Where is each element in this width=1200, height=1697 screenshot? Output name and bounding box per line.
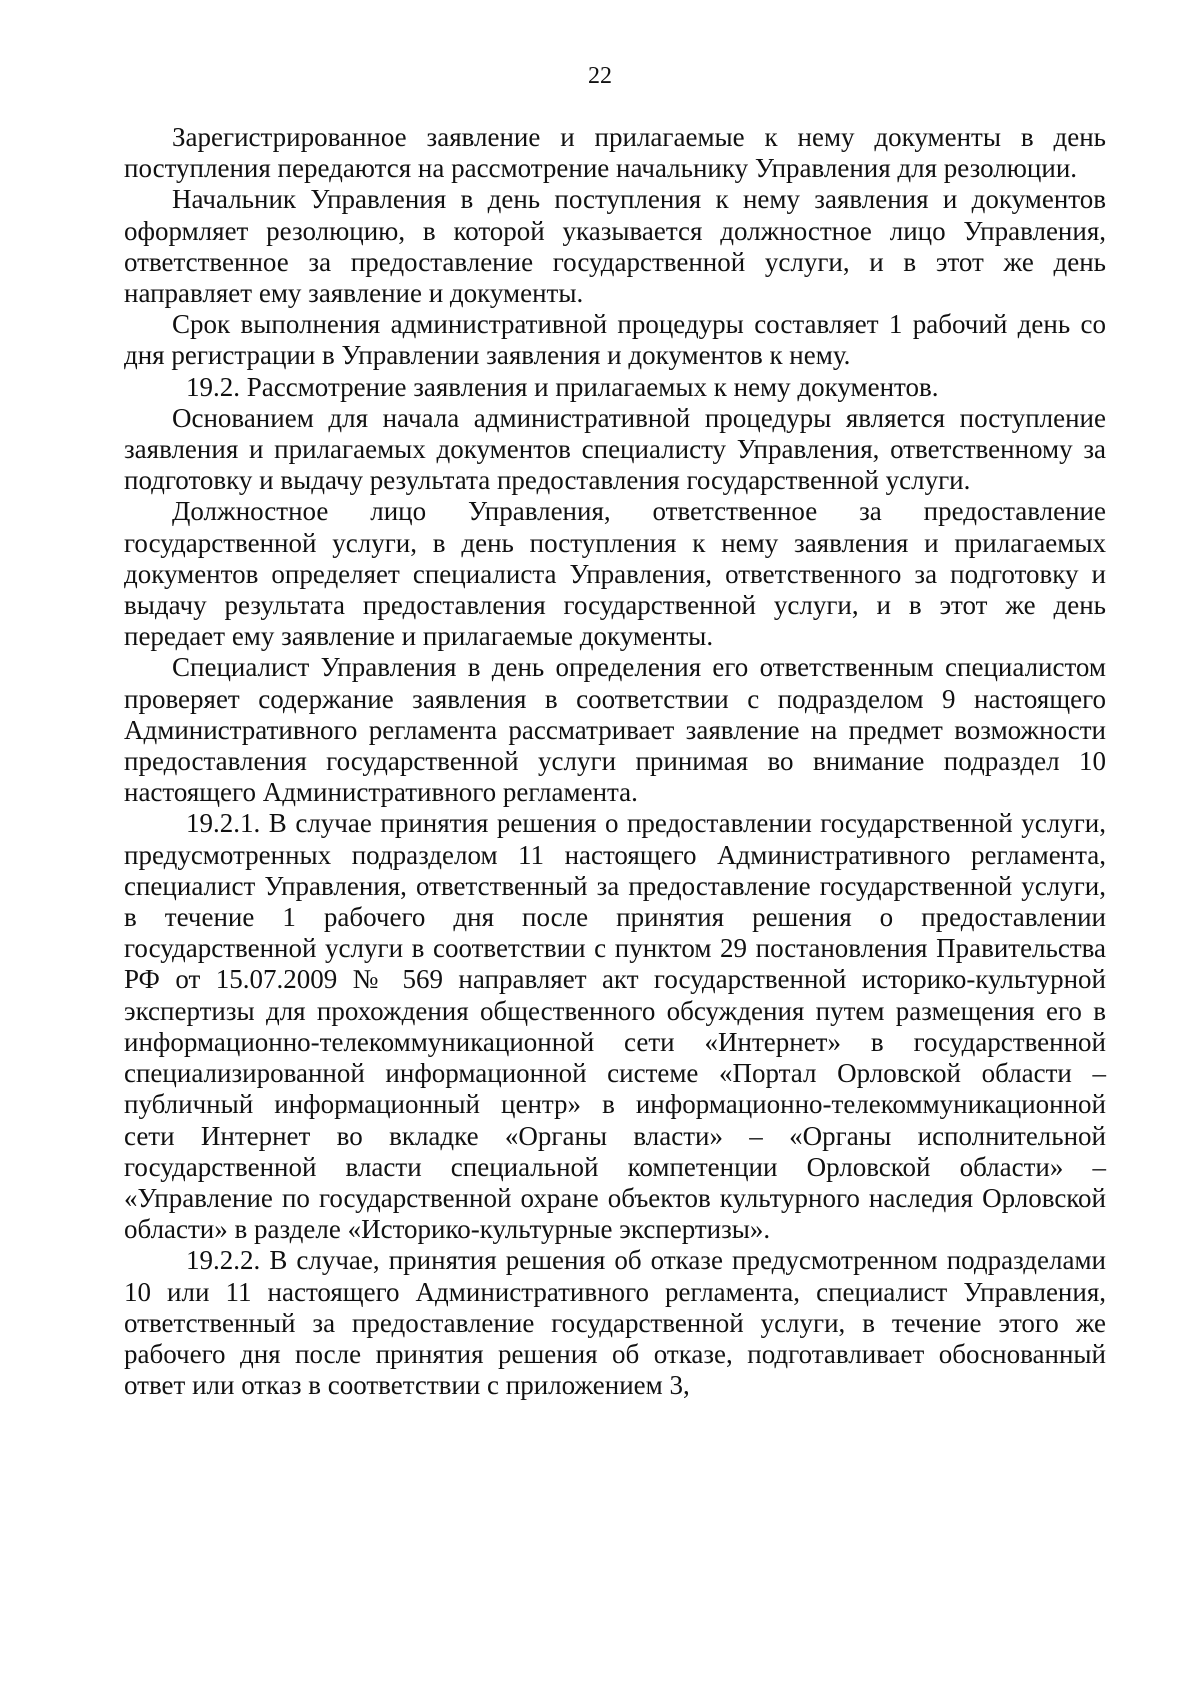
clause-19-2-1: 19.2.1. В случае принятия решения о предоставлении государственной услуги, предусмотренных подразделом 11 настоящего Административного регламента, специалист Управления, ответственный за предоставление государственной услуги, в течение 1 рабочего дня после принятия решения о предоставлении государственной услуги в соответствии с пунктом 29 постановления Правительства РФ от 15.07.2009 № 569 направляет акт государственной историко-культурной экспертизы для прохождения общественного обсуждения путем размещения его в информационно-телекоммуникационной сети «Интернет» в государственной специализированной информационной системе «Портал Орловской области – публичный информационный центр» в информационно-телекоммуникационной сети Интернет во вкладке «Органы власти» – «Органы исполнительной государственной власти специальной компетенции Орловской области» – «Управление по государственной охране объектов культурного наследия Орловской области» в разделе «Историко-культурные экспертизы». (124, 808, 1106, 1245)
paragraph-specialist-review: Специалист Управления в день определения его ответственным специалистом проверяет содержание заявления в соответствии с подразделом 9 настоящего Административного регламента рассматривает заявление на предмет возможности предоставления государственной услуги принимая во внимание подраздел 10 настоящего Административного регламента. (124, 652, 1106, 808)
section-heading-19-2: 19.2. Рассмотрение заявления и прилагаемых к нему документов. (186, 371, 939, 402)
document-body (124, 122, 1106, 1401)
clause-19-2-2: 19.2.2. В случае, принятия решения об отказе предусмотренном подразделами 10 или 11 настоящего Административного регламента, специалист Управления, ответственный за предоставление государственной услуги, в течение этого же рабочего дня после принятия решения об отказе, подготавливает обоснованный ответ или отказ в соответствии с приложением 3, (124, 1245, 1106, 1401)
paragraph-procedure-basis: Основанием для начала административной процедуры является поступление заявления и прилагаемых документов специалисту Управления, ответственному за подготовку и выдачу результата предоставления государственной услуги. (124, 402, 1106, 496)
paragraph-registered-application: Зарегистрированное заявление и прилагаемые к нему документы в день поступления передаются на рассмотрение начальнику Управления для резолюции. (124, 122, 1106, 184)
page-number: 22 (588, 63, 612, 89)
paragraph-official-assigns: Должностное лицо Управления, ответственное за предоставление государственной услуги, в день поступления к нему заявления и прилагаемых документов определяет специалиста Управления, ответственного за подготовку и выдачу результата предоставления государственной услуги, и в этот же день передает ему заявление и прилагаемые документы. (124, 496, 1106, 652)
paragraph-procedure-term: Срок выполнения административной процедуры составляет 1 рабочий день со дня регистрации в Управлении заявления и документов к нему. (124, 309, 1106, 371)
paragraph-head-resolution: Начальник Управления в день поступления к нему заявления и документов оформляет резолюцию, в которой указывается должностное лицо Управления, ответственное за предоставление государственной услуги, и в этот же день направляет ему заявление и документы. (124, 184, 1106, 309)
